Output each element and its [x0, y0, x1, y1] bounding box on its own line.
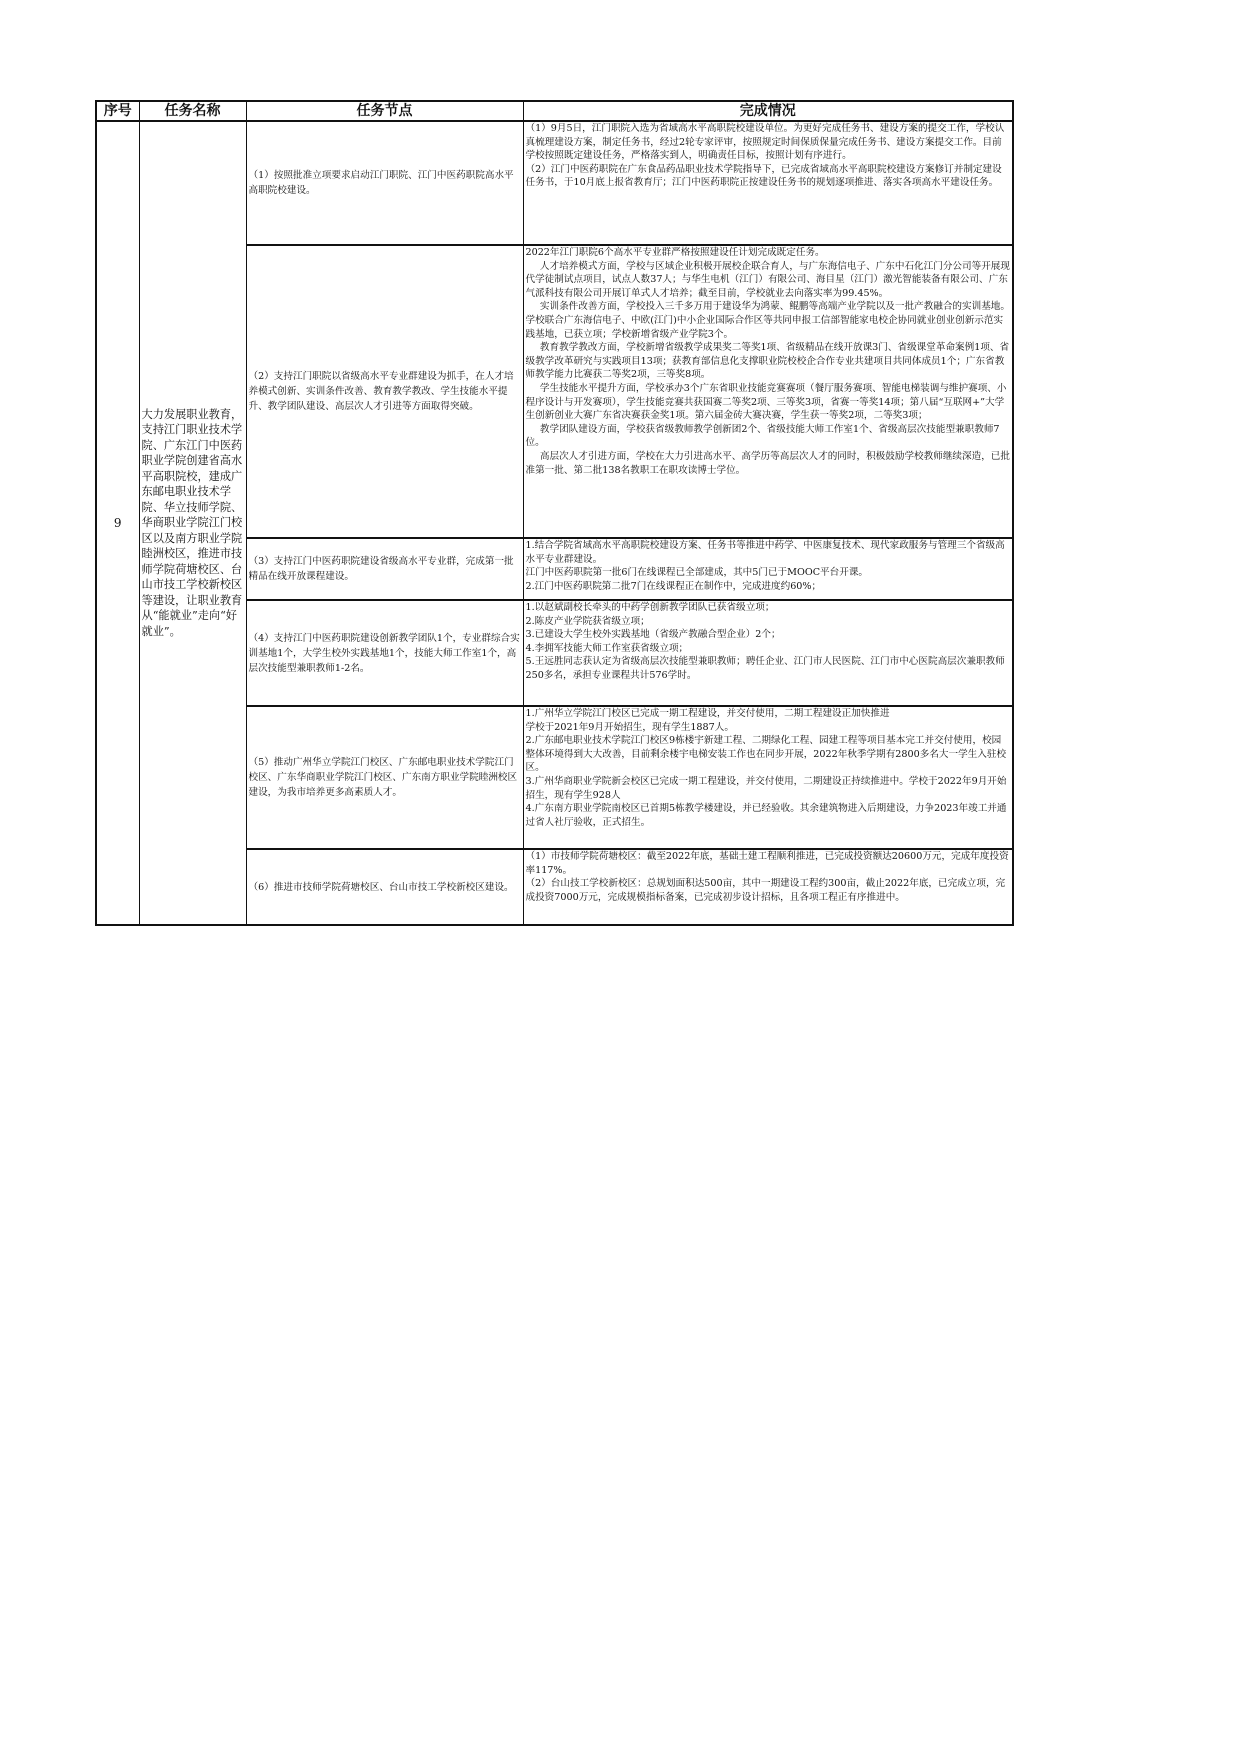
task-node-cell: （6）推进市技师学院荷塘校区、台山市技工学校新校区建设。 [246, 849, 523, 925]
completion-paragraph: 2.广东邮电职业技术学院江门校区9栋楼宇新建工程、二期绿化工程、园建工程等项目基本完工并交付使用，校园整体环境得到大大改善，目前剩余楼宇电梯安装工作也在同步开展，2022年秋季学期有2800多名大一学生入驻校区。 [525, 735, 1007, 774]
task-node-cell: （5）推动广州华立学院江门校区、广东邮电职业技术学院江门校区、广东华商职业学院江门校区、广东南方职业学院睦洲校区建设，为我市培养更多高素质人才。 [246, 706, 523, 849]
seq-cell: 9 [96, 121, 139, 925]
header-row [96, 101, 1013, 121]
task-node-cell: （3）支持江门中医药职院建设省级高水平专业群，完成第一批精品在线开放课程建设。 [246, 538, 523, 600]
completion-paragraph: 江门中医药职院第一批6门在线课程已全部建成，其中5门已于MOOC平台开课。 [525, 567, 869, 579]
completion-paragraph: （2）台山技工学校新校区：总规划面积达500亩，其中一期建设工程约300亩，截止2022年底，已完成立项，完成投资7000万元，完成规模指标备案，已完成初步设计招标，且各项工程正有序推进中。 [525, 878, 1006, 903]
completion-paragraph: 2022年江门职院6个高水平专业群严格按照建设任计划完成既定任务。 [525, 247, 825, 258]
completion-paragraph: 2.陈皮产业学院获省级立项； [525, 615, 650, 627]
table-row [96, 121, 1013, 245]
completion-paragraph: 1.结合学院省域高水平高职院校建设方案、任务书等推进中药学、中医康复技术、现代家政服务与管理三个省级高水平专业群建设。 [525, 540, 1005, 565]
completion-paragraph: （1）9月5日，江门职院入选为省域高水平高职院校建设单位。为更好完成任务书、建设方案的提交工作，学校认真梳理建设方案，制定任务书，经过2轮专家评审，按照规定时间保质保量完成任务书、建设方案提交工作。目前学校按照既定建设任务，严格落实到人，明确责任目标，按照计划有序进行。 [525, 123, 1005, 162]
completion-paragraph: 高层次人才引进方面，学校在大力引进高水平、高学历等高层次人才的同时，积极鼓励学校教师继续深造，已批准第一批、第二批138名教职工在职攻读博士学位。 [525, 450, 1010, 476]
completion-paragraph: 5.王远胜同志获认定为省级高层次技能型兼职教师；聘任企业、江门市人民医院、江门市中心医院高层次兼职教师250多名，承担专业课程共计576学时。 [525, 656, 1005, 681]
completion-paragraph: 学校于2021年9月开始招生，现有学生1887人。 [525, 721, 734, 733]
completion-paragraph: 4.广东南方职业学院南校区已首期5栋教学楼建设，并已经验收。其余建筑物进入后期建设，力争2023年竣工并通过省人社厅验收，正式招生。 [525, 803, 1007, 828]
completion-paragraph: 学生技能水平提升方面，学校承办3个广东省职业技能竞赛赛项（餐厅服务赛项、智能电梯装调与维护赛项、小程序设计与开发赛项），学生技能竞赛共获国赛二等奖2项、三等奖3项，省赛一等奖14项；第八届“互联网+”大学生创新创业大赛广东省决赛获金奖1项。第六届金砖大赛决赛，学生获一等奖2项，二等奖3项； [525, 382, 1007, 422]
completion-paragraph: 3.已建设大学生校外实践基地（省级产教融合型企业）2个； [525, 629, 781, 641]
completion-paragraph: 4.李拥军技能大师工作室获省级立项； [525, 642, 689, 654]
completion-paragraph: 教育教学教改方面，学校新增省级教学成果奖二等奖1项、省级精品在线开放课3门、省级课堂革命案例1项、省级教学改革研究与实践项目13项；获教育部信息化支撑职业院校校企合作专业共建项目共同体成员1个；广东省教师教学能力比赛获二等奖2项，三等奖8项。 [525, 342, 1010, 381]
completion-paragraph: 人才培养模式方面，学校与区域企业积极开展校企联合育人，与广东海信电子、广东中石化江门分公司等开展现代学徒制试点项目，试点人数37人；与华生电机（江门）有限公司、海目星（江门）激光智能装备有限公司、广东气派科技有限公司开展订单式人才培养；截至目前，学校就业去向落实率为99.45%。 [525, 260, 1010, 299]
task-name-cell: 大力发展职业教育，支持江门职业技术学院、广东江门中医药职业学院创建省高水平高职院校，建成广东邮电职业技术学院、华立技师学院、华商职业学院江门校区以及南方职业学院睦洲校区，推进市技师学院荷塘校区、台山市技工学校新校区等建设，让职业教育从“能就业”走向“好就业”。 [139, 121, 246, 925]
completion-paragraph: 实训条件改善方面，学校投入三千多万用于建设华为鸿蒙、鲲鹏等高端产业学院以及一批产教融合的实训基地。学校联合广东海信电子、中欧(江门)中小企业国际合作区等共同申报工信部智能家电校企协同就业创业创新示范实践基地，已获立项；学校新增省级产业学院3个。 [525, 301, 1010, 340]
completion-paragraph: 2.江门中医药职院第二批7门在线课程正在制作中，完成进度约60%； [525, 580, 822, 592]
completion-cell [523, 121, 1013, 245]
completion-paragraph: 3.广州华商职业学院新会校区已完成一期工程建设，并交付使用，二期建设正持续推进中。学校于2022年9月开始招生，现有学生928人 [525, 775, 1007, 801]
header-completion: 完成情况 [523, 101, 1013, 121]
completion-paragraph: （2）江门中医药职院在广东食品药品职业技术学院指导下，已完成省域高水平高职院校建设方案修订并制定建设任务书，于10月底上报省教育厅；江门中医药职院正按建设任务书的规划逐项推进、落实各项高水平建设任务。 [525, 163, 1002, 189]
header-task-name: 任务名称 [139, 101, 246, 121]
task-node-cell: （2）支持江门职院以省级高水平专业群建设为抓手，在人才培养模式创新、实训条件改善、教育教学教改、学生技能水平提升、教学团队建设、高层次人才引进等方面取得突破。 [246, 245, 523, 538]
completion-cell [523, 600, 1013, 706]
header-seq: 序号 [96, 101, 139, 121]
completion-paragraph: （1）市技师学院荷塘校区：截至2022年底，基础土建工程顺利推进，已完成投资额达20600万元，完成年度投资率117%。 [525, 851, 1009, 876]
completion-paragraph: 1.以赵斌副校长牵头的中药学创新教学团队已获省级立项； [525, 602, 775, 613]
task-node-cell: （1）按照批准立项要求启动江门职院、江门中医药职院高水平高职院校建设。 [246, 121, 523, 245]
completion-cell [523, 706, 1013, 849]
task-node-cell: （4）支持江门中医药职院建设创新教学团队1个，专业群综合实训基地1个，大学生校外实践基地1个，技能大师工作室1个，高层次技能型兼职教师1-2名。 [246, 600, 523, 706]
completion-paragraph: 教学团队建设方面，学校获省级教师教学创新团2个、省级技能大师工作室1个、省级高层次技能型兼职教师7位。 [525, 423, 1000, 449]
completion-cell [523, 245, 1013, 538]
completion-cell [523, 538, 1013, 600]
header-task-node: 任务节点 [246, 101, 523, 121]
completion-cell [523, 849, 1013, 925]
completion-paragraph: 1.广州华立学院江门校区已完成一期工程建设，并交付使用，二期工程建设正加快推进 [525, 708, 890, 719]
task-completion-table [95, 100, 1014, 926]
